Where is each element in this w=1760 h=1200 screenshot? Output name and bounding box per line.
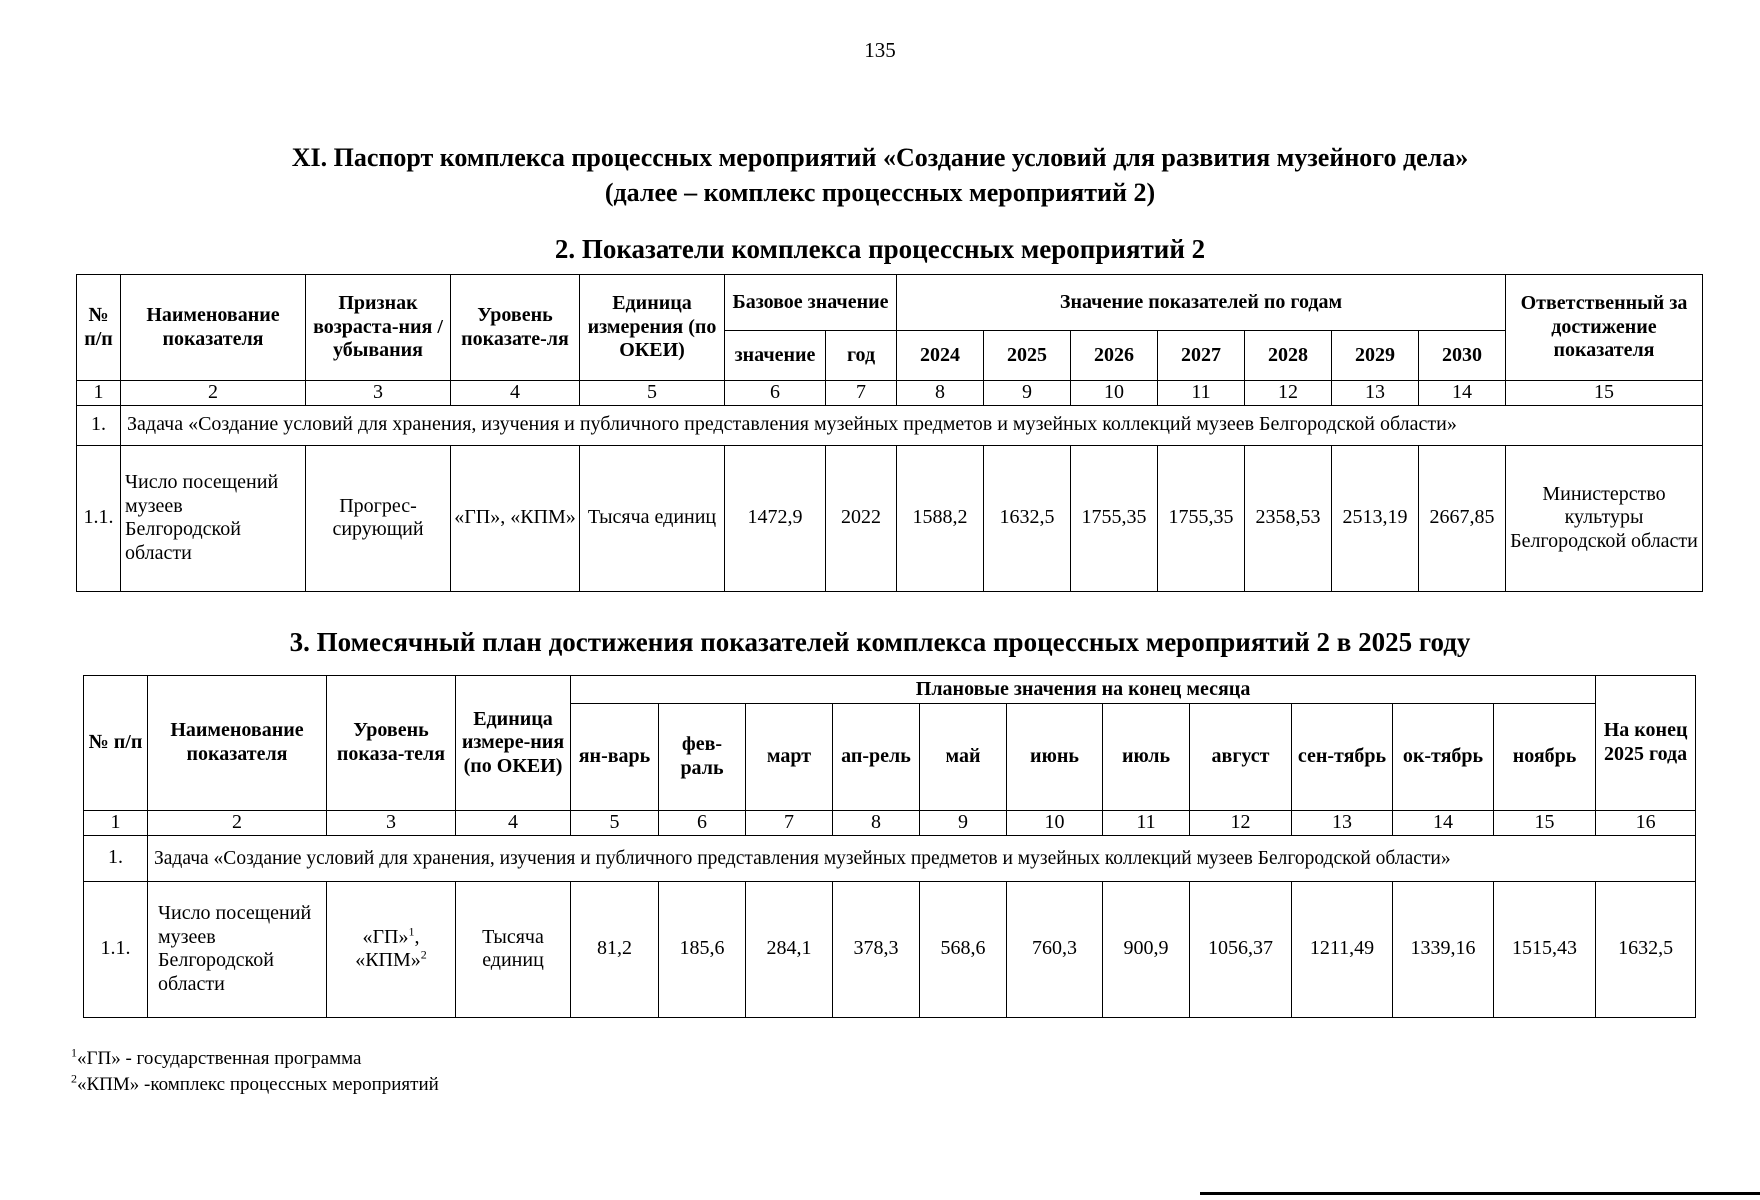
- header-num: № п/п: [77, 275, 121, 381]
- indicators-table: [76, 274, 1703, 592]
- col-number: 11: [1103, 811, 1190, 836]
- header-month: июль: [1103, 704, 1190, 811]
- col-number: 8: [833, 811, 920, 836]
- month-value: 1515,43: [1494, 881, 1596, 1017]
- footnote-mark: 1: [71, 1045, 77, 1060]
- col-number: 13: [1292, 811, 1393, 836]
- col-number: 9: [920, 811, 1007, 836]
- page-number: 135: [864, 38, 896, 62]
- task-num: 1.: [84, 835, 148, 881]
- col-number: 12: [1190, 811, 1292, 836]
- task-text: Задача «Создание условий для хранения, изучения и публичного представления музейных предметов и музейных коллекций музеев Белгородской области»: [148, 835, 1696, 881]
- document-subtitle: (далее – комплекс процессных мероприятий 2): [604, 178, 1156, 207]
- header-month: ноябрь: [1494, 704, 1596, 811]
- col-number: 16: [1596, 811, 1696, 836]
- col-number: 2: [121, 381, 306, 406]
- header-month: май: [920, 704, 1007, 811]
- row-num: 1.1.: [77, 445, 121, 591]
- month-value: 1056,37: [1190, 881, 1292, 1017]
- year-end-value: 1632,5: [1596, 881, 1696, 1017]
- header-month: сен-тябрь: [1292, 704, 1393, 811]
- col-number: 2: [148, 811, 327, 836]
- col-number: 5: [571, 811, 659, 836]
- col-number: 11: [1158, 381, 1245, 406]
- header-year: 2026: [1071, 331, 1158, 381]
- col-number: 4: [456, 811, 571, 836]
- responsible: Министерство культуры Белгородской области: [1506, 445, 1703, 591]
- month-value: 378,3: [833, 881, 920, 1017]
- col-number: 7: [746, 811, 833, 836]
- footnote-text: «ГП» - государственная программа: [77, 1048, 362, 1069]
- footnote-text: «КПМ» -комплекс процессных мероприятий: [77, 1074, 439, 1095]
- year-value: 1755,35: [1071, 445, 1158, 591]
- month-value: 1339,16: [1393, 881, 1494, 1017]
- col-number: 10: [1071, 381, 1158, 406]
- year-value: 1632,5: [984, 445, 1071, 591]
- col-number: 3: [306, 381, 451, 406]
- header-year: 2024: [897, 331, 984, 381]
- month-value: 900,9: [1103, 881, 1190, 1017]
- base-year: 2022: [826, 445, 897, 591]
- header-base-year: год: [826, 331, 897, 381]
- indicator-unit: Тысяча единиц: [580, 445, 725, 591]
- indicator-level: «ГП»$^1$, «КПМ»$^2$: [327, 881, 456, 1017]
- scan-edge-line: [1200, 1192, 1760, 1195]
- header-level: Уровень показате-ля: [451, 275, 580, 381]
- header-name: Наименование показателя: [121, 275, 306, 381]
- header-year: 2027: [1158, 331, 1245, 381]
- monthly-plan-table: [83, 675, 1696, 1018]
- task-num: 1.: [77, 405, 121, 445]
- header-trend: Признак возраста-ния / убывания: [306, 275, 451, 381]
- col-number: 15: [1494, 811, 1596, 836]
- header-base: Базовое значение: [725, 275, 897, 331]
- header-year: 2028: [1245, 331, 1332, 381]
- col-number: 6: [659, 811, 746, 836]
- header-level: Уровень показа-теля: [327, 676, 456, 811]
- header-month: август: [1190, 704, 1292, 811]
- month-value: 760,3: [1007, 881, 1103, 1017]
- month-value: 284,1: [746, 881, 833, 1017]
- col-number: 12: [1245, 381, 1332, 406]
- header-base-value: значение: [725, 331, 826, 381]
- month-value: 185,6: [659, 881, 746, 1017]
- row-num: 1.1.: [84, 881, 148, 1017]
- base-value: 1472,9: [725, 445, 826, 591]
- year-value: 2358,53: [1245, 445, 1332, 591]
- year-value: 1588,2: [897, 445, 984, 591]
- indicator-name: Число посещений музеев Белгородской области: [148, 881, 327, 1017]
- year-value: 2667,85: [1419, 445, 1506, 591]
- footnote-ref-2: 2: [420, 947, 427, 962]
- footnote-ref-1: 1: [408, 923, 415, 938]
- header-month: ок-тябрь: [1393, 704, 1494, 811]
- year-value: 1755,35: [1158, 445, 1245, 591]
- col-number: 3: [327, 811, 456, 836]
- header-month: март: [746, 704, 833, 811]
- col-number: 7: [826, 381, 897, 406]
- header-month: июнь: [1007, 704, 1103, 811]
- indicator-name: Число посещений музеев Белгородской области: [121, 445, 306, 591]
- col-number: 1: [84, 811, 148, 836]
- header-year: 2025: [984, 331, 1071, 381]
- footnote: [71, 1045, 362, 1070]
- month-value: 81,2: [571, 881, 659, 1017]
- indicator-trend: Прогрес-сирующий: [306, 445, 451, 591]
- indicator-level: «ГП», «КПМ»: [451, 445, 580, 591]
- level-kpm: «КПМ»: [355, 949, 421, 972]
- month-value: 1211,49: [1292, 881, 1393, 1017]
- header-year: 2030: [1419, 331, 1506, 381]
- indicator-unit: Тысяча единиц: [456, 881, 571, 1017]
- year-value: 2513,19: [1332, 445, 1419, 591]
- col-number: 15: [1506, 381, 1703, 406]
- header-num: № п/п: [84, 676, 148, 811]
- header-month: ян-варь: [571, 704, 659, 811]
- task-text: Задача «Создание условий для хранения, изучения и публичного представления музейных предметов и музейных коллекций музеев Белгородской области»: [121, 405, 1703, 445]
- col-number: 13: [1332, 381, 1419, 406]
- header-month: фев-раль: [659, 704, 746, 811]
- col-number: 5: [580, 381, 725, 406]
- col-number: 6: [725, 381, 826, 406]
- header-year-end: На конец 2025 года: [1596, 676, 1696, 811]
- header-year: 2029: [1332, 331, 1419, 381]
- col-number: 8: [897, 381, 984, 406]
- level-gp: «ГП»: [362, 925, 409, 948]
- col-number: 10: [1007, 811, 1103, 836]
- month-value: 568,6: [920, 881, 1007, 1017]
- footnote-mark: 2: [71, 1071, 77, 1086]
- header-unit: Единица измерения (по ОКЕИ): [580, 275, 725, 381]
- col-number: 14: [1393, 811, 1494, 836]
- document-title: XI. Паспорт комплекса процессных мероприятий «Создание условий для развития музейного дела»: [291, 143, 1469, 172]
- col-number: 14: [1419, 381, 1506, 406]
- header-years-group: Значение показателей по годам: [897, 275, 1506, 331]
- header-unit: Единица измере-ния (по ОКЕИ): [456, 676, 571, 811]
- col-number: 9: [984, 381, 1071, 406]
- header-month: ап-рель: [833, 704, 920, 811]
- footnote: [71, 1071, 439, 1096]
- section2-heading: 2. Показатели комплекса процессных мероприятий 2: [554, 234, 1206, 264]
- header-name: Наименование показателя: [148, 676, 327, 811]
- section3-heading: 3. Помесячный план достижения показателей комплекса процессных мероприятий 2 в 2025 году: [289, 627, 1471, 657]
- col-number: 4: [451, 381, 580, 406]
- col-number: 1: [77, 381, 121, 406]
- header-responsible: Ответственный за достижение показателя: [1506, 275, 1703, 381]
- header-plan-group: Плановые значения на конец месяца: [571, 676, 1596, 704]
